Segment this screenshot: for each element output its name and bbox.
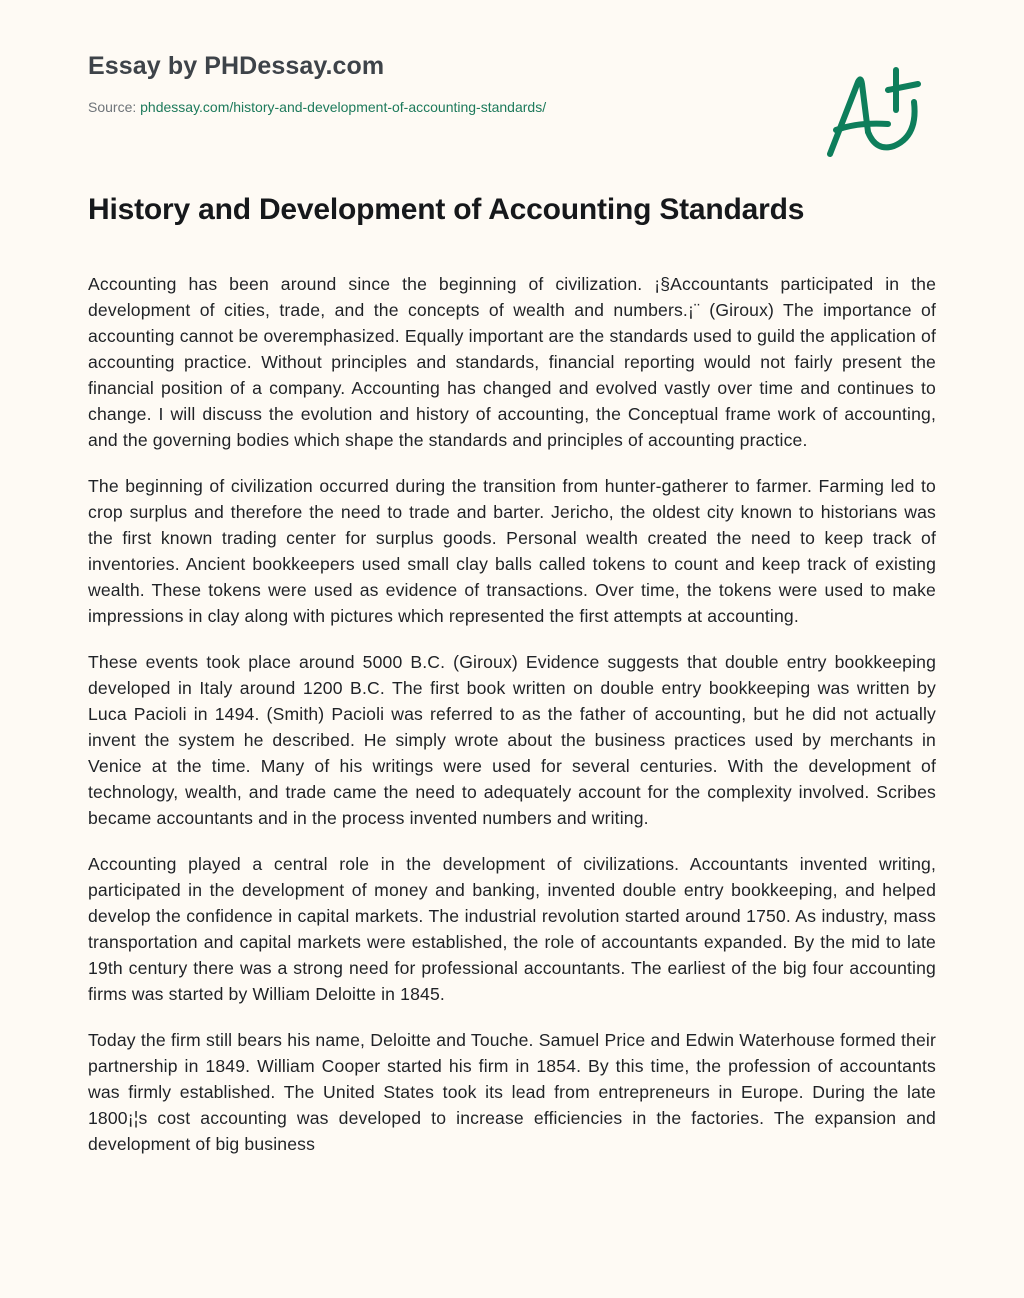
paragraph: These events took place around 5000 B.C. (Giroux) Evidence suggests that double entry bookkeeping developed in Italy around 1200 B.C. The first book written on double entry bookkeeping was written by Luca Pacioli in 1494. (Smith) Pacioli was referred to as the father of accounting, but he did not actually invent the system he described. He simply wrote about the business practices used by merchants in Venice at the time. Many of his writings were used for several centuries. With the development of technology, wealth, and trade came the need to adequately account for the complexity involved. Scribes became accountants and in the process invented numbers and writing.	[88, 652, 936, 828]
paragraph: Accounting played a central role in the development of civilizations. Accountants invented writing, participated in the development of money and banking, invented double entry bookkeeping, and helped develop the confidence in capital markets. The industrial revolution started around 1750. As industry, mass transportation and capital markets were established, the role of accountants expanded. By the mid to late 19th century there was a strong need for professional accountants. The earliest of the big four accounting firms was started by William Deloitte in 1845.	[88, 854, 936, 1004]
source-line	[88, 98, 788, 116]
source-link[interactable]: phdessay.com/history-and-development-of-accounting-standards/	[140, 99, 547, 115]
a-plus-grade-icon	[818, 62, 938, 162]
paragraph: The beginning of civilization occurred during the transition from hunter-gatherer to farmer. Farming led to crop surplus and therefore the need to trade and barter. Jericho, the oldest city known to historians was the first known trading center for surplus goods. Personal wealth created the need to keep track of inventories. Ancient bookkeepers used small clay balls called tokens to count and keep track of existing wealth. These tokens were used as evidence of transactions. Over time, the tokens were used to make impressions in clay along with pictures which represented the first attempts at accounting.	[88, 476, 936, 626]
site-header	[88, 48, 788, 116]
paragraph: Today the firm still bears his name, Deloitte and Touche. Samuel Price and Edwin Waterhouse formed their partnership in 1849. William Cooper started his firm in 1854. By this time, the profession of accountants was firmly established. The United States took its lead from entrepreneurs in Europe. During the late 1800¡¦s cost accounting was developed to increase efficiencies in the factories. The expansion and development of big business	[88, 1030, 936, 1154]
article-body	[88, 271, 936, 1253]
site-title: Essay by PHDessay.com	[88, 52, 385, 80]
page-title: History and Development of Accounting Standards	[88, 193, 805, 226]
source-label: Source:	[88, 99, 141, 115]
paragraph: Accounting has been around since the beginning of civilization. ¡§Accountants participated in the development of cities, trade, and the concepts of wealth and numbers.¡¨ (Giroux) The importance of accounting cannot be overemphasized. Equally important are the standards used to guild the application of accounting practice. Without principles and standards, financial reporting would not fairly present the financial position of a company. Accounting has changed and evolved vastly over time and continues to change. I will discuss the evolution and history of accounting, the Conceptual frame work of accounting, and the governing bodies which shape the standards and principles of accounting practice.	[88, 274, 936, 450]
